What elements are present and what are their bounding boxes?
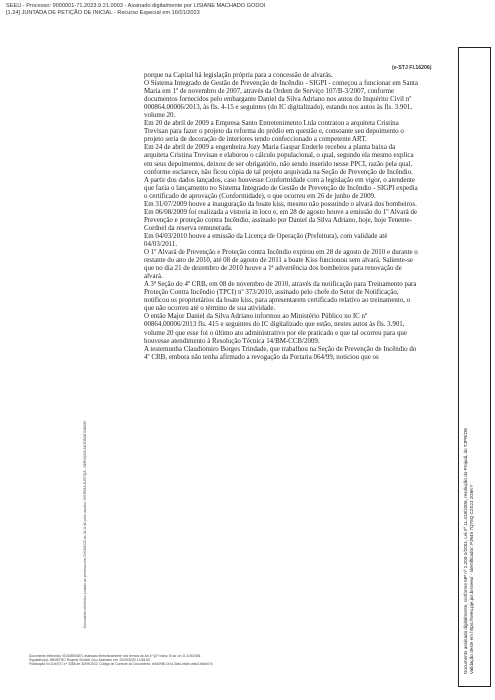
paragraph: Em 06/08/2009 foi realizada a vistoria in loco e, em 28 de agosto houve a emissão do 1º Alvará de Prevenção e proteção contra Incêndio, assinado por Daniel da Silva Adriano, hoje, hoje Tenente-Cordnel da reserva remunerada. xyxy=(144,207,418,232)
electronic-filing-stamp: Documento eletrônico juntado ao processo em 20/09/2022 às 16:11:40 pelo usuário: SISTEMA JUSTIÇA - SERVIÇOS AUTOMATIZADOS xyxy=(83,420,87,628)
paragraph: Em 04/03/2010 houve a emissão da Licença de Operação (Prefeitura), com validade até 04/03/2011. xyxy=(144,231,388,248)
document-body xyxy=(144,71,420,361)
paragraph: Em 20 de abril de 2009 a Empresa Santo Entretenimento Ltda contratou a arquiteta Cristina Trevisan para fazer o projeto da reforma do prédio em questão e, consoante seu depoimento o projeto seria de decoração de interiores tendo confeccionado a competente ART. xyxy=(144,119,404,144)
paragraph: A testemunha Claudiomiro Borges Trindade, que trabalhou na Seção de Prevenção de Incêndio do 4º CRB, embora não tenha afirmado a revogação da Portaria 064/99, noticiou que os xyxy=(144,344,417,361)
paragraph: Em 24 de abril de 2009 a engenheira Jozy Maria Gaspar Enderle recebeu a planta baixa da arquiteta Cristina Trevisan e elaborou o cálculo populacional, o qual, segundo ela mesmo explica em seus depoimentos, deixou de ser obrigatório, não sendo inserido nesse PPCI, razão pela qual, conforme esclarece, não ficou cópia de tal projeto arquivada na Seção de Prevenção de Incêndio. xyxy=(144,143,414,176)
validation-line: Validação deste em https://seeu.pje.jus.br/seeu/ - Identificador: PJ645 7Q75Q C2S2J 2G6KY xyxy=(468,484,474,674)
document-header xyxy=(6,3,265,17)
footer-publication: Publicação no DJe/STJ nº 3488 de 30/09/2022. Código de Controle do Documento: cf4d09f8-7a74-4ab1-b6de-cbdc1b4db07b xyxy=(29,662,213,667)
signature-validation-text xyxy=(463,54,474,674)
footer-signature-note: Documento eletrônico VDA35054871 assinado eletronicamente nos termos do Art.1º §2º inciso III da Lei 11.419/2006 xyxy=(29,654,201,658)
paragraph: O então Major Daniel da Silva Adriano informou ao Ministério Público no IC nº 00864.00006/2013 fls. 415 e seguintes do IC digitalizado que estão, nestes autos às fls. 3.901, volume 20 que esse foi o último ato administrativo por ele praticado e que tal ocorreu para que houvesse atendimento à Resolução Técnica 14/BM-CCB/2009. xyxy=(144,312,407,345)
paragraph: A partir dos dados lançados, caso houvesse Conformidade com a legislação em vigor, o atendente que fazia o lançamento no Sistema Integrado de Gestão de Prevenção de Incêndio - SIGPI expedia o certificado de aprovação (Conformidade), o que ocorreu em 26 de junho de 2009. xyxy=(144,175,418,200)
paragraph: Em 31/07/2009 houve a inauguração da boate kiss, mesmo não possuindo o alvará dos bombeiros. xyxy=(144,199,417,208)
header-juntada-line: [1.24] JUNTADA DE PETIÇÃO DE INICIAL - Recurso Especial em 16/01/2023 xyxy=(6,10,200,16)
paragraph: A 3ª Seção do 4º CRB, em 08 de novembro de 2010, através da notificação para Treinamento para Proteção Contra Incêndio (TPCI) nº 373/2010, assinado pelo chefe do Setor de Notificação, notificou os proprietários da boate kiss, para apresentarem certificado relativo ao treinamento, o que não ocorreu até o término de sua atividade. xyxy=(144,280,417,313)
document-footer xyxy=(29,654,213,666)
paragraph: O 1º Alvará de Prevenção e Proteção contra Incêndio expirou em 28 de agosto de 2010 e durante o restante do ano de 2010, até 08 de agosto de 2011 a boate Kiss funcionou sem alvará. Saliente-se que no dia 21 de dezembro de 2010 houve a 1ª advertência dos bombeiros para renovação de alvará. xyxy=(144,248,418,281)
paragraph: porque na Capital há legislação própria para a concessão de alvarás. xyxy=(144,71,333,79)
header-process-line: SEEU - Processo: 9000001-71.2023.9.21.0003 - Assinado digitalmente por LISIANE MACHADO GODOI xyxy=(6,3,266,9)
footer-signatory: Signatário(a): MINISTRO Rogerio Schietti Cruz Assinado em: 20/09/2022 14:55:53 xyxy=(29,658,150,663)
stj-page-reference: (e-STJ Fl.16206) xyxy=(392,65,432,71)
signature-validation-box xyxy=(458,47,491,687)
paragraph: O Sistema Integrado de Gestão de Prevenção de Incêndio - SIGPI - começou a funcionar em Santa Maria em 1º de novembro de 2007, através da Ordem de Serviço 107/B-3/2007, conforme documentos fornecidos pelo embargante Daniel da Silva Adriano nos autos do Inquérito Civil nº 000864.00006/2013, às fls. 4-15 e seguintes (do IC digitalizado), estando nos autos às fls. 3.901, volume 20. xyxy=(144,79,418,120)
signature-line: Documento assinado digitalmente, conforme MP nº 2.200-2/2001, Lei nº 11.419/2006, resolução do Projudi, do TJPR/OE xyxy=(463,427,468,674)
